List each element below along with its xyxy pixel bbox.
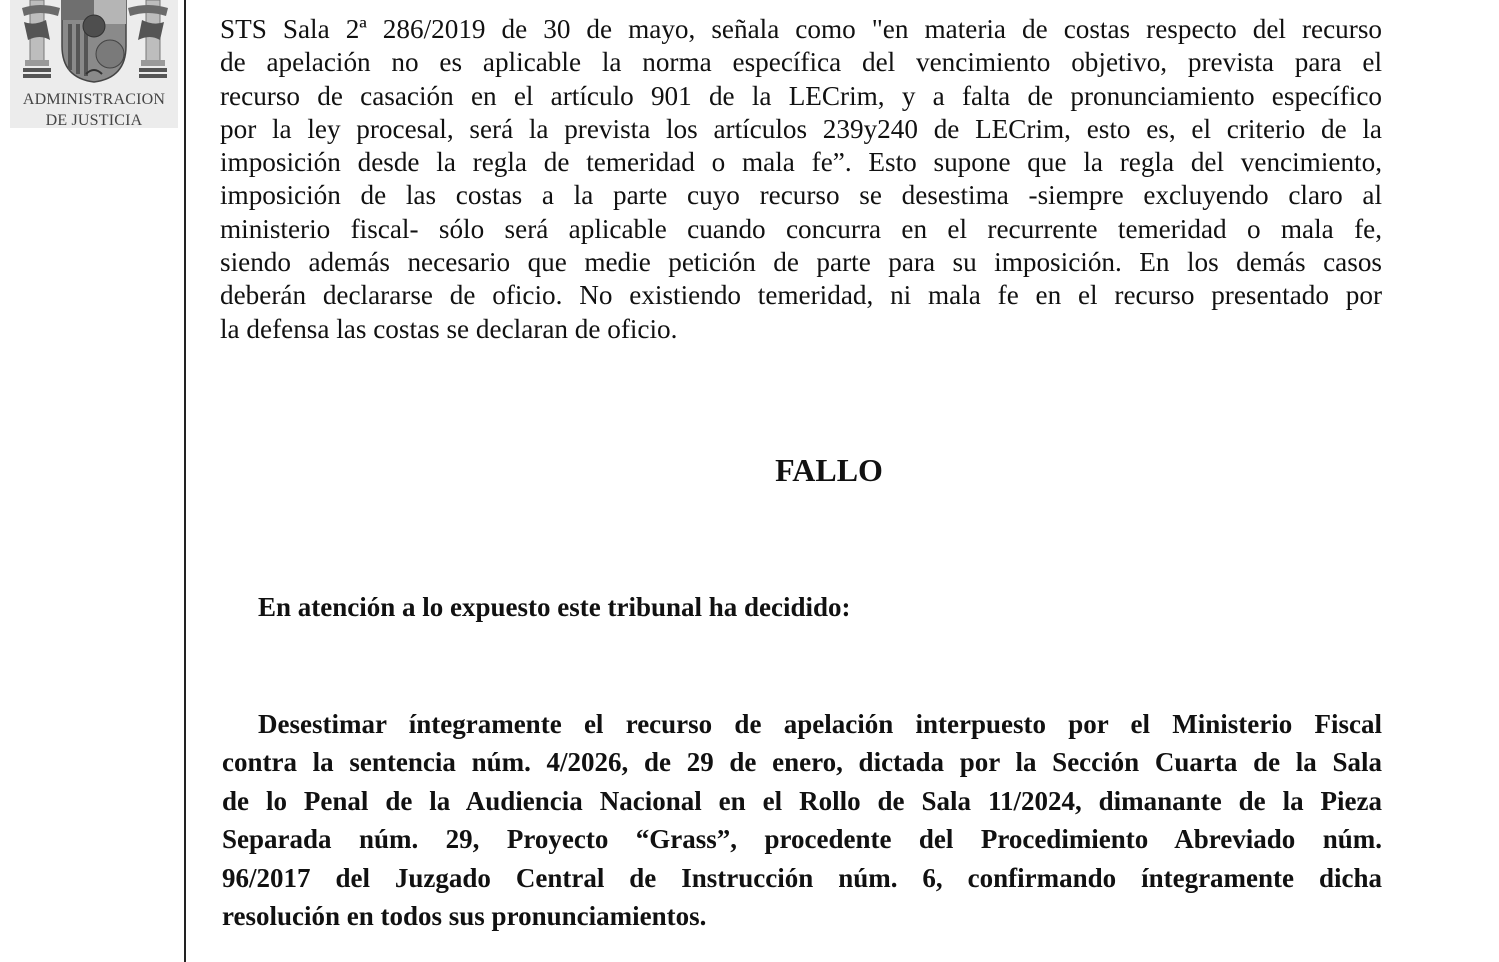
paragraph-line: de apelación no es aplicable la norma específica del vencimiento objetivo, prevista para el (220, 47, 1382, 78)
ruling-intro: En atención a lo expuesto este tribunal ha decidido: (258, 592, 851, 622)
logo-text-line1: ADMINISTRACION (22, 91, 166, 108)
paragraph-line: ministerio fiscal- sólo será aplicable cuando concurra en el recurrente temeridad o mala fe, (220, 213, 1382, 244)
logo-text-line2: DE JUSTICIA (45, 112, 143, 129)
ruling-paragraph (222, 705, 1382, 935)
ruling-line: 96/2017 del Juzgado Central de Instrucción núm. 6, confirmando íntegramente dicha (222, 862, 1382, 893)
ruling-line: resolución en todos sus pronunciamientos. (222, 901, 707, 932)
ruling-line: de lo Penal de la Audiencia Nacional en el Rollo de Sala 11/2024, dimanante de la Pieza (222, 785, 1382, 816)
margin-rule (184, 0, 186, 962)
ruling-line: Desestimar íntegramente el recurso de apelación interpuesto por el Ministerio Fiscal (258, 709, 1382, 739)
ruling-line: Separada núm. 29, Proyecto “Grass”, procedente del Procedimiento Abreviado núm. (222, 824, 1382, 855)
administracion-de-justicia-logo (10, 0, 178, 128)
paragraph-line: recurso de casación en el artículo 901 de la LECrim, y a falta de pronunciamiento específico (220, 80, 1382, 111)
paragraph-line: por la ley procesal, será la prevista los artículos 239y240 de LECrim, esto es, el criterio de la (220, 113, 1382, 144)
paragraph-line: siendo además necesario que medie petición de parte para su imposición. En los demás casos (220, 247, 1382, 278)
paragraph-line: imposición desde la regla de temeridad o mala fe”. Esto supone que la regla del vencimiento, (220, 147, 1382, 178)
body-paragraph (220, 13, 1382, 346)
paragraph-line: la defensa las costas se declaran de oficio. (220, 313, 678, 344)
paragraph-line: deberán declararse de oficio. No existiendo temeridad, ni mala fe en el recurso presentado por (220, 280, 1382, 311)
ruling-line: contra la sentencia núm. 4/2026, de 29 de enero, dictada por la Sección Cuarta de la Sala (222, 747, 1382, 778)
paragraph-line: STS Sala 2ª 286/2019 de 30 de mayo, señala como "en materia de costas respecto del recurso (220, 14, 1382, 44)
section-heading-fallo: FALLO (775, 452, 883, 488)
coat-of-arms-icon (10, 0, 178, 90)
paragraph-line: imposición de las costas a la parte cuyo recurso se desestima -siempre excluyendo claro al (220, 180, 1382, 211)
